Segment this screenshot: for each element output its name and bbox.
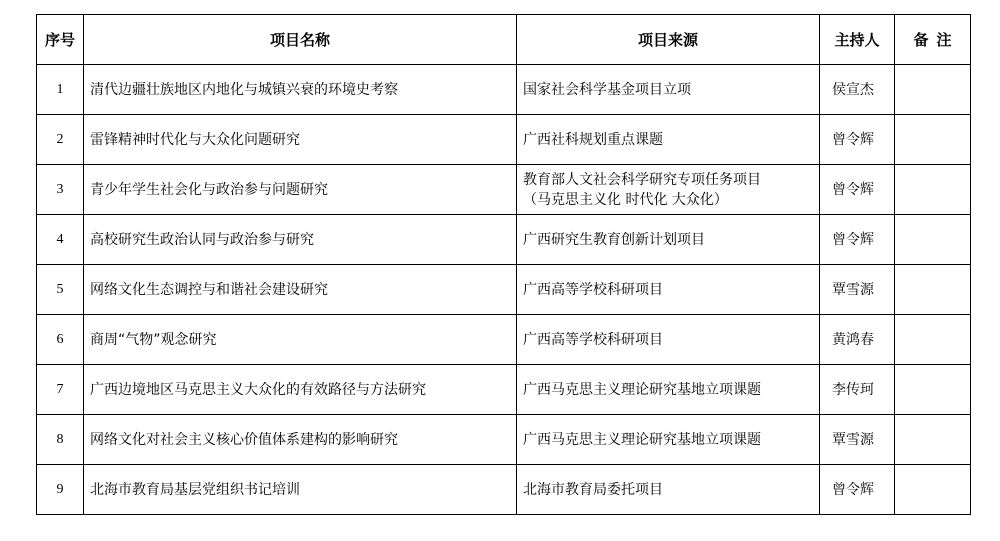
header-project-source: 项目来源 bbox=[517, 15, 820, 65]
host-cell: 曾令辉 bbox=[820, 465, 895, 515]
remark-cell bbox=[895, 215, 971, 265]
project-source-cell bbox=[517, 65, 820, 115]
project-source-cell bbox=[517, 465, 820, 515]
project-name-cell: 青少年学生社会化与政治参与问题研究 bbox=[84, 165, 517, 215]
header-remark bbox=[895, 15, 971, 65]
host-cell: 黄鸿春 bbox=[820, 315, 895, 365]
project-source-cell bbox=[517, 265, 820, 315]
remark-cell bbox=[895, 415, 971, 465]
row-number: 3 bbox=[37, 165, 84, 215]
project-source-cell bbox=[517, 365, 820, 415]
host-cell: 曾令辉 bbox=[820, 115, 895, 165]
project-source-line: 广西马克思主义理论研究基地立项课题 bbox=[523, 431, 761, 448]
project-source-cell bbox=[517, 415, 820, 465]
table-row bbox=[37, 365, 971, 415]
row-number: 1 bbox=[37, 65, 84, 115]
host-cell: 侯宣杰 bbox=[820, 65, 895, 115]
project-name-cell: 广西边境地区马克思主义大众化的有效路径与方法研究 bbox=[84, 365, 517, 415]
table-row bbox=[37, 65, 971, 115]
header-host: 主持人 bbox=[820, 15, 895, 65]
project-source-cell bbox=[517, 165, 820, 215]
row-number: 8 bbox=[37, 415, 84, 465]
project-source-line: 广西社科规划重点课题 bbox=[523, 131, 663, 148]
remark-cell bbox=[895, 265, 971, 315]
project-source-line: 广西高等学校科研项目 bbox=[523, 281, 663, 298]
project-source-line: （马克思主义化 时代化 大众化） bbox=[523, 191, 728, 208]
host-cell: 覃雪源 bbox=[820, 415, 895, 465]
host-cell: 曾令辉 bbox=[820, 215, 895, 265]
project-source-line: 广西高等学校科研项目 bbox=[523, 331, 663, 348]
header-row bbox=[37, 15, 971, 65]
project-source-cell bbox=[517, 315, 820, 365]
row-number: 6 bbox=[37, 315, 84, 365]
table-row bbox=[37, 215, 971, 265]
row-number: 9 bbox=[37, 465, 84, 515]
header-project-name: 项目名称 bbox=[84, 15, 517, 65]
header-no: 序号 bbox=[37, 15, 84, 65]
host-cell: 李传珂 bbox=[820, 365, 895, 415]
project-name-cell: 北海市教育局基层党组织书记培训 bbox=[84, 465, 517, 515]
project-source-cell bbox=[517, 115, 820, 165]
project-name-cell: 网络文化生态调控与和谐社会建设研究 bbox=[84, 265, 517, 315]
project-name-cell: 网络文化对社会主义核心价值体系建构的影响研究 bbox=[84, 415, 517, 465]
project-name-cell: 高校研究生政治认同与政治参与研究 bbox=[84, 215, 517, 265]
remark-cell bbox=[895, 65, 971, 115]
remark-cell bbox=[895, 315, 971, 365]
project-name-cell: 雷锋精神时代化与大众化问题研究 bbox=[84, 115, 517, 165]
table-row bbox=[37, 465, 971, 515]
table-row bbox=[37, 165, 971, 215]
project-table bbox=[36, 14, 971, 515]
table-row bbox=[37, 415, 971, 465]
row-number: 5 bbox=[37, 265, 84, 315]
project-source-cell bbox=[517, 215, 820, 265]
row-number: 2 bbox=[37, 115, 84, 165]
remark-cell bbox=[895, 165, 971, 215]
remark-cell bbox=[895, 465, 971, 515]
project-source-line: 国家社会科学基金项目立项 bbox=[523, 81, 691, 98]
table-row bbox=[37, 265, 971, 315]
project-source-line: 广西马克思主义理论研究基地立项课题 bbox=[523, 381, 761, 398]
project-source-line: 北海市教育局委托项目 bbox=[523, 481, 663, 498]
remark-cell bbox=[895, 365, 971, 415]
remark-cell bbox=[895, 115, 971, 165]
project-source-line: 广西研究生教育创新计划项目 bbox=[523, 231, 705, 248]
row-number: 4 bbox=[37, 215, 84, 265]
project-source-line: 教育部人文社会科学研究专项任务项目 bbox=[523, 171, 761, 188]
table-row bbox=[37, 115, 971, 165]
header-remark-char-2: 注 bbox=[936, 30, 952, 49]
row-number: 7 bbox=[37, 365, 84, 415]
header-remark-char-1: 备 bbox=[913, 30, 929, 49]
project-name-cell: 商周“气物”观念研究 bbox=[84, 315, 517, 365]
host-cell: 曾令辉 bbox=[820, 165, 895, 215]
host-cell: 覃雪源 bbox=[820, 265, 895, 315]
table-row bbox=[37, 315, 971, 365]
project-name-cell: 清代边疆壮族地区内地化与城镇兴衰的环境史考察 bbox=[84, 65, 517, 115]
